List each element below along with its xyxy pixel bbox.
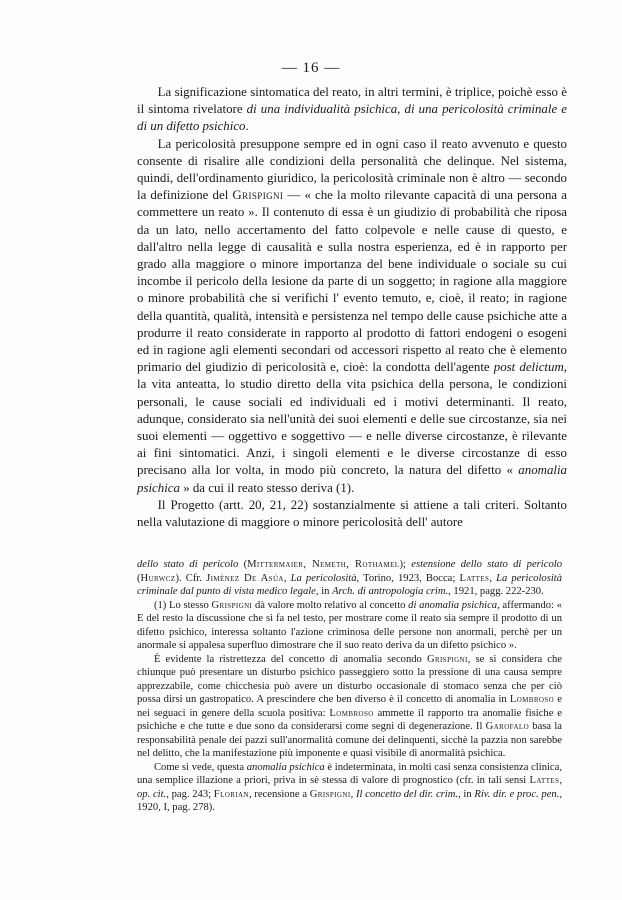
body-paragraph-1	[137, 84, 567, 136]
text-run: ammette il rapporto tra anomalie fisiche e psichiche e che tutte e due sono da considerarsi come segni di degenerazione. Il	[137, 707, 562, 732]
author-name: Florian	[213, 788, 249, 800]
text-run: (	[137, 572, 141, 584]
text-run: e nei seguaci in genere della scuola positiva:	[137, 694, 562, 719]
author-name: Hurwcz	[140, 572, 176, 584]
text-run: è indeterminata, in molti casi senza consistenza clinica, una semplice illazione a priori, priva in sè stessa di valore di prognostico (cfr. in tali sensi	[137, 761, 562, 786]
text-run: ,	[559, 775, 562, 786]
text-run: La significazione sintomatica del reato, in altri termini, è triplice, poichè esso è il sintoma rivelatore	[137, 85, 567, 117]
text-run: ,	[350, 788, 356, 800]
text-run: , 1921, pagg. 222-230.	[448, 586, 544, 597]
italic-run: Riv. dir. e proc. pen.	[474, 788, 560, 800]
text-run: (	[238, 559, 248, 570]
body-paragraph-2	[137, 136, 567, 497]
author-name: Grispigni	[232, 188, 284, 203]
text-run: (1) Lo stesso	[153, 599, 212, 611]
author-name: Lattes	[459, 572, 490, 584]
text-run: .	[245, 119, 249, 134]
author-name: Mittermaier, Nemeth, Rothamel	[247, 559, 400, 570]
page-number: — 16 —	[281, 60, 341, 76]
text-run: , 1920, I, pag. 278).	[137, 788, 563, 813]
italic-run: La pericolosità	[290, 572, 357, 584]
text-run: , pag. 243;	[166, 788, 214, 800]
text-run: — « che la molto rilevante capacità di una persona a commettere un reato ». Il contenuto di essa è un giudizio di probabilità che riposa da un lato, nello accertamento del fatto colpevole e nelle cause di questo, e dall'altro nella legge di causalità e sulla nostra esperienza, ed è in rapporto per grado alla maggiore o minore importanza del bene individuale o sociale su cui incombe il pericolo della lesione da parte di un soggetto; in ragione alla maggiore o minore probabilità che si verifichi l' evento temuto, e, cioè, il reato; in ragione della quantità, qualità, intensità e persistenza nel tempo delle cause psichiche atte a produrre il reato considerate in rapporto al prodotto di fattori endogeni o esogeni ed in ragione agli elementi secondari od accessori rispetto al reato che è elemento primario del giudizio di pericolosità e, cioè: la condotta dell'agente	[137, 188, 567, 375]
footnote-continuation	[137, 558, 562, 599]
footnote-1-para-3	[137, 761, 562, 815]
text-run: , recensione a	[248, 788, 310, 800]
author-name: Lombroso	[509, 694, 555, 705]
italic-run: di anomalia psichica	[408, 599, 498, 611]
text-run: , Torino, 1923, Bocca;	[356, 572, 460, 584]
italic-run: Arch. di antropologia crim.	[332, 586, 449, 597]
text-run: Come si vede, questa	[153, 761, 247, 773]
text-run: Il Progetto (artt. 20, 21, 22) sostanzialmente si attiene a tali criteri. Soltanto nella valutazione di maggiore o minore pericolosità dell' autore	[137, 497, 567, 530]
text-run: dà valore molto relativo al concetto	[252, 599, 409, 611]
italic-run: Il concetto del dir. crim.	[355, 788, 459, 800]
text-run: ,	[283, 572, 291, 584]
italic-run: estensione dello stato di pericolo	[411, 559, 562, 570]
text-run: , in	[458, 788, 475, 800]
text-run: , in	[315, 586, 333, 597]
text-run: , la vita anteatta, lo studio diretto della vita psichica della persona, le condizioni personali, le cause sociali ed individuali ed i motivi determinanti. Il reato, adunque, considerato sia nell'unità dei suoi elementi e delle sue circostanze, sia nei suoi elementi — oggettivo e soggettivo — e nelle diverse circostanze, è rilevante ai fini sintomatici. Anzi, i singoli elementi e le diverse circostanze di esso precisano alla lor volta, in modo più concreto, la natura del difetto «	[137, 360, 567, 478]
main-text	[137, 84, 567, 531]
author-name: Garofalo	[485, 721, 530, 732]
footnotes	[137, 558, 562, 815]
text-run: La pericolosità presuppone sempre ed in ogni caso il reato avvenuto e questo consente di risalire alle condizioni della personalità che delinque. Nel sistema, quindi, dell'ordinamento giuridico, la pericolosità criminale non è altro — secondo la definizione del	[137, 136, 567, 203]
italic-run: di una individualità psichica, di una pericolosità criminale e di un difetto psichico	[137, 102, 567, 134]
author-name: Grispigni	[211, 599, 253, 611]
text-run: » da cui il reato stesso deriva (1).	[179, 480, 355, 495]
body-paragraph-3	[137, 497, 567, 531]
italic-run: post delictum	[493, 360, 564, 375]
author-name: Grispigni	[309, 788, 351, 800]
italic-run: op. cit.	[137, 788, 167, 800]
italic-run: anomalia psichica	[137, 463, 567, 495]
text-run: , se si considera che chiunque può presentare un disturbo psichico passeggiero sotto la pressione di una causa sempre apprezzabile, come chicchesia può avere un disturbo occasionale di stomaco senza che per ciò possa dirsi un gastropatico. A prescindere che ben diverso è il concetto di anomalia in	[137, 653, 562, 705]
author-name: Grispigni	[426, 653, 468, 665]
footnote-1-para-2	[137, 653, 562, 761]
italic-run: La pericolosità criminale dal punto di vista medico legale	[137, 572, 563, 597]
author-name: Lombroso	[329, 707, 374, 719]
author-name: Jiménez De Asúa	[206, 572, 284, 584]
footnote-1	[137, 599, 562, 653]
italic-run: anomalia psichica	[246, 761, 325, 773]
text-run: ,	[489, 572, 497, 584]
text-run: basa la responsabilità penale dei pazzi sull'anormalità comune dei delinquenti, sicchè la pazzia non sarebbe nel delitto, che la manifestazione più imponente e quasi visibile di anormalità psichica.	[137, 721, 562, 759]
text-run: , affermando: « E del resto la discussione che si fa nel testo, per mostrare come il reato sia sempre il prodotto di un difetto psichico, interessa soltanto l'azione criminosa delle persone non anormali, perchè per un anormale si appalesa superfluo dimostrare che il suo reato deriva da un difetto psichico ».	[137, 599, 562, 651]
text-run: È evidente la ristrettezza del concetto di anomalia secondo	[153, 653, 427, 665]
author-name: Lattes	[529, 775, 560, 786]
italic-run: dello stato di pericolo	[137, 559, 239, 570]
text-run: );	[399, 559, 412, 570]
text-run: ). Cfr.	[175, 572, 207, 584]
